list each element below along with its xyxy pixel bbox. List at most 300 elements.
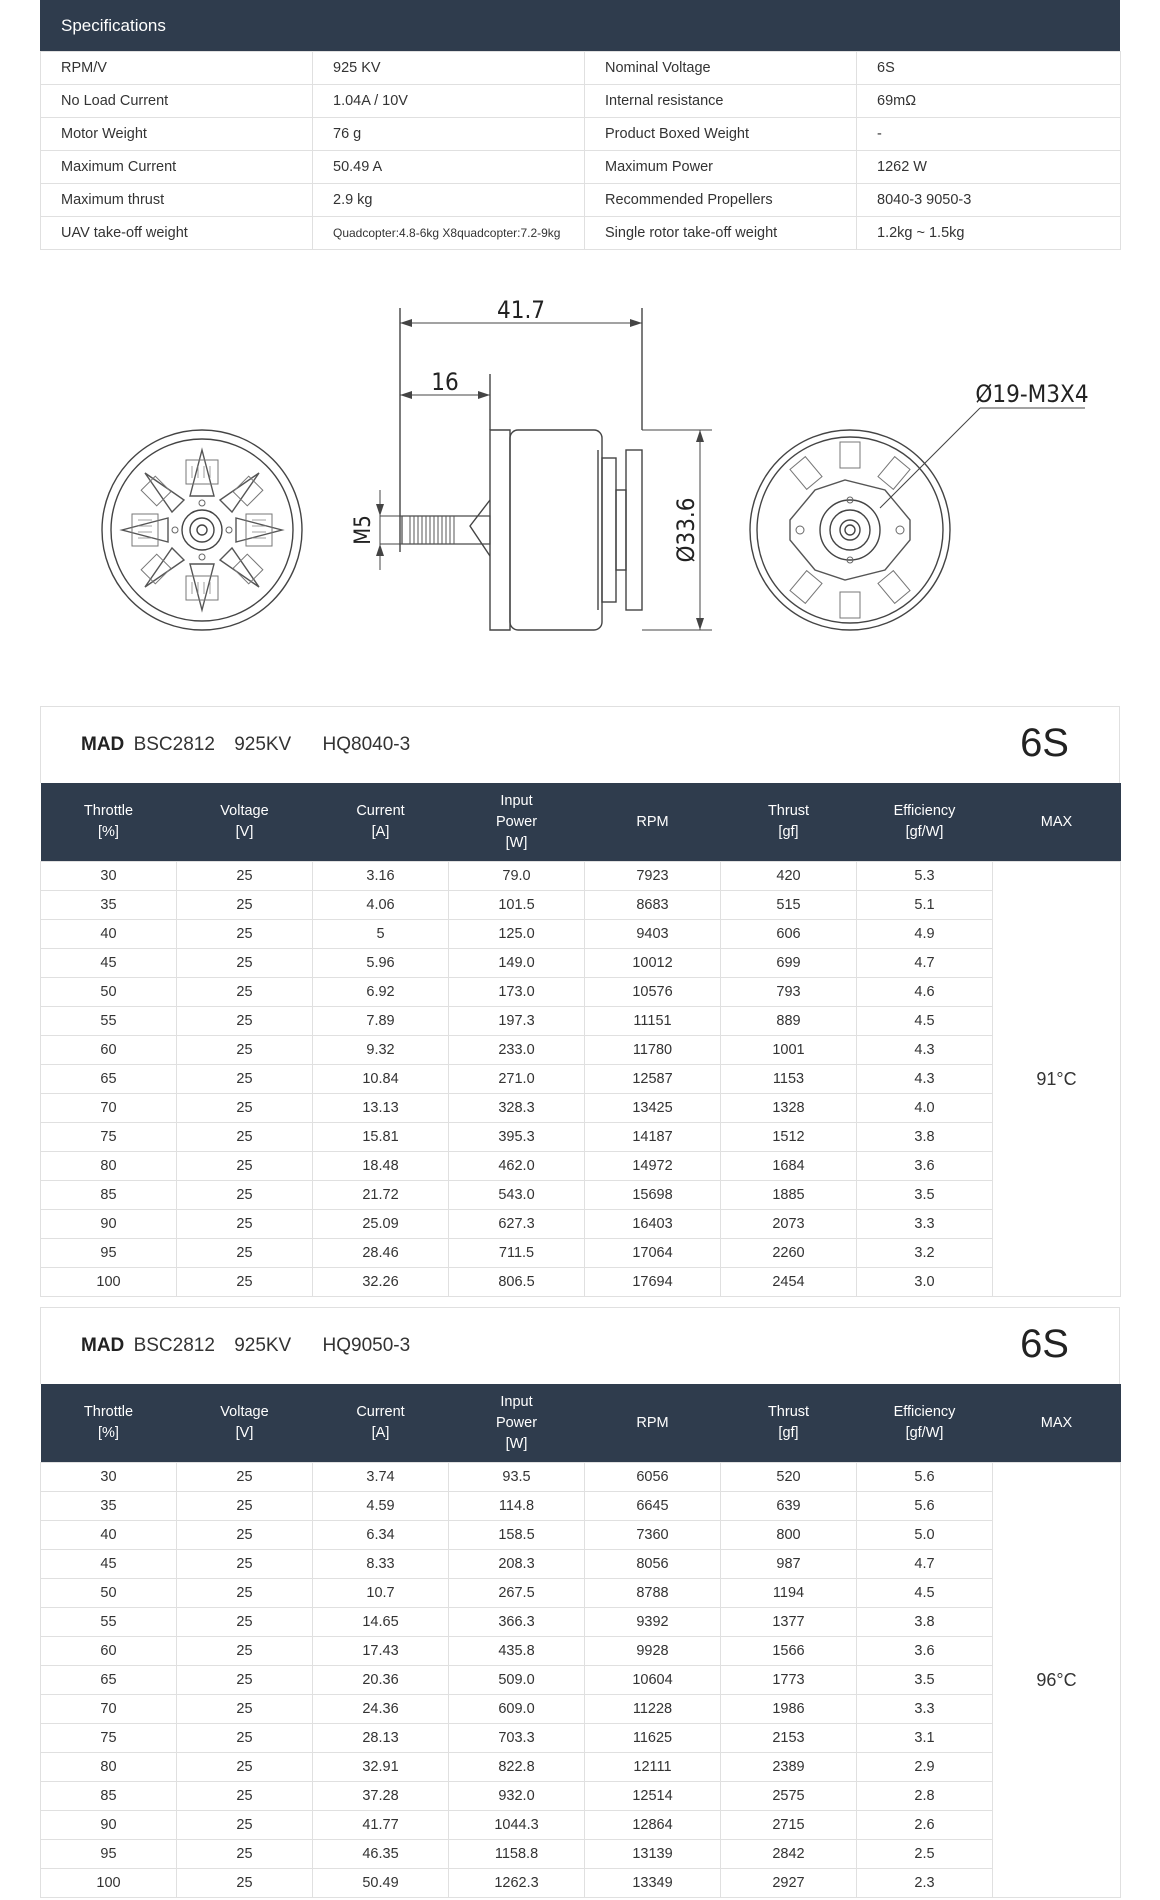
spec-value: 1.04A / 10V [313, 85, 585, 118]
table-cell: 30 [41, 862, 177, 891]
table-cell: 50.49 [313, 1869, 449, 1898]
table-cell: 12111 [585, 1753, 721, 1782]
table-cell: 40 [41, 920, 177, 949]
table-cell: 233.0 [449, 1036, 585, 1065]
table-cell: 606 [721, 920, 857, 949]
table-cell: 13139 [585, 1840, 721, 1869]
table-cell: 25 [177, 1210, 313, 1239]
table-row [41, 862, 1121, 891]
table-cell: 28.13 [313, 1724, 449, 1753]
table-cell: 45 [41, 949, 177, 978]
table-cell: 85 [41, 1181, 177, 1210]
table-row [41, 1094, 1121, 1123]
specifications-table [40, 51, 1121, 250]
table-cell: 5.6 [857, 1463, 993, 1492]
column-header: Current [A] [313, 783, 449, 862]
spec-value: 925 KV [313, 52, 585, 85]
table-cell: 25 [177, 1123, 313, 1152]
table-cell: 2454 [721, 1268, 857, 1297]
table-cell: 25 [177, 1579, 313, 1608]
table-row [41, 1065, 1121, 1094]
table-cell: 2927 [721, 1869, 857, 1898]
table-cell: 25 [177, 862, 313, 891]
table-cell: 25 [177, 949, 313, 978]
table-cell: 25 [177, 1463, 313, 1492]
model-label: BSC2812 [133, 1335, 215, 1356]
table-cell: 25 [177, 1239, 313, 1268]
table-cell: 3.3 [857, 1695, 993, 1724]
table-cell: 6056 [585, 1463, 721, 1492]
table-row [41, 1123, 1121, 1152]
table-cell: 639 [721, 1492, 857, 1521]
table-cell: 366.3 [449, 1608, 585, 1637]
table-cell: 543.0 [449, 1181, 585, 1210]
table-cell: 2575 [721, 1782, 857, 1811]
table-cell: 95 [41, 1840, 177, 1869]
spec-label: RPM/V [41, 52, 313, 85]
table-row [41, 1210, 1121, 1239]
table-cell: 3.6 [857, 1152, 993, 1181]
table-row [41, 1811, 1121, 1840]
brand-label: MAD [81, 1335, 125, 1356]
table-cell: 3.2 [857, 1239, 993, 1268]
spec-value: Quadcopter:4.8-6kg X8quadcopter:7.2-9kg [313, 217, 585, 250]
table-cell: 2389 [721, 1753, 857, 1782]
column-header: Input Power [W] [449, 1384, 585, 1463]
table-cell: 4.06 [313, 891, 449, 920]
table-cell: 420 [721, 862, 857, 891]
table-cell: 1328 [721, 1094, 857, 1123]
table-row [41, 1666, 1121, 1695]
table-cell: 3.6 [857, 1637, 993, 1666]
table-row [41, 1840, 1121, 1869]
spec-label: No Load Current [41, 85, 313, 118]
table-cell: 15698 [585, 1181, 721, 1210]
voltage-badge: 6S [1020, 1322, 1069, 1366]
table-cell: 17064 [585, 1239, 721, 1268]
table-cell: 13349 [585, 1869, 721, 1898]
performance-title [81, 1335, 410, 1357]
spec-value: 6S [857, 52, 1121, 85]
table-row [41, 1782, 1121, 1811]
table-cell: 5.3 [857, 862, 993, 891]
table-cell: 197.3 [449, 1007, 585, 1036]
table-cell: 2842 [721, 1840, 857, 1869]
table-cell: 1044.3 [449, 1811, 585, 1840]
table-cell: 25 [177, 1007, 313, 1036]
performance-table-2 [40, 1307, 1120, 1898]
column-header: Voltage [V] [177, 783, 313, 862]
table-cell: 208.3 [449, 1550, 585, 1579]
table-row [41, 1463, 1121, 1492]
table-cell: 11151 [585, 1007, 721, 1036]
table-cell: 25 [177, 1695, 313, 1724]
table-cell: 20.36 [313, 1666, 449, 1695]
table-cell: 515 [721, 891, 857, 920]
table-cell: 2.9 [857, 1753, 993, 1782]
table-cell: 4.0 [857, 1094, 993, 1123]
table-cell: 699 [721, 949, 857, 978]
table-cell: 3.0 [857, 1268, 993, 1297]
table-cell: 25 [177, 1065, 313, 1094]
table-cell: 90 [41, 1210, 177, 1239]
table-cell: 25 [177, 1724, 313, 1753]
table-cell: 2073 [721, 1210, 857, 1239]
table-cell: 75 [41, 1123, 177, 1152]
table-cell: 1986 [721, 1695, 857, 1724]
motor-dimension-drawing [0, 290, 1160, 670]
table-cell: 30 [41, 1463, 177, 1492]
spec-row [41, 52, 1121, 85]
motor-drawings [0, 290, 1160, 670]
spec-value: 2.9 kg [313, 184, 585, 217]
table-cell: 7923 [585, 862, 721, 891]
table-cell: 93.5 [449, 1463, 585, 1492]
table-cell: 25 [177, 1637, 313, 1666]
table-cell: 703.3 [449, 1724, 585, 1753]
table-cell: 793 [721, 978, 857, 1007]
table-cell: 509.0 [449, 1666, 585, 1695]
table-cell: 125.0 [449, 920, 585, 949]
table-cell: 25 [177, 1268, 313, 1297]
table-cell: 11780 [585, 1036, 721, 1065]
table-cell: 1773 [721, 1666, 857, 1695]
table-cell: 5.6 [857, 1492, 993, 1521]
table-row [41, 1753, 1121, 1782]
performance-title [81, 734, 410, 756]
performance-data-table [40, 783, 1121, 1297]
table-cell: 6645 [585, 1492, 721, 1521]
table-cell: 45 [41, 1550, 177, 1579]
column-header: MAX [993, 783, 1121, 862]
table-cell: 1684 [721, 1152, 857, 1181]
table-cell: 114.8 [449, 1492, 585, 1521]
table-cell: 25.09 [313, 1210, 449, 1239]
brand-label: MAD [81, 734, 125, 755]
spec-row [41, 85, 1121, 118]
table-cell: 271.0 [449, 1065, 585, 1094]
table-cell: 14187 [585, 1123, 721, 1152]
column-header: Thrust [gf] [721, 783, 857, 862]
spec-label: Internal resistance [585, 85, 857, 118]
table-cell: 8788 [585, 1579, 721, 1608]
table-cell: 9392 [585, 1608, 721, 1637]
table-cell: 32.91 [313, 1753, 449, 1782]
table-cell: 3.5 [857, 1181, 993, 1210]
column-header: Throttle [%] [41, 783, 177, 862]
table-cell: 1262.3 [449, 1869, 585, 1898]
table-cell: 806.5 [449, 1268, 585, 1297]
table-row [41, 1521, 1121, 1550]
table-cell: 50 [41, 1579, 177, 1608]
table-row [41, 920, 1121, 949]
performance-data-table [40, 1384, 1121, 1898]
table-cell: 1512 [721, 1123, 857, 1152]
column-header: Current [A] [313, 1384, 449, 1463]
table-cell: 435.8 [449, 1637, 585, 1666]
column-header: RPM [585, 1384, 721, 1463]
table-cell: 1885 [721, 1181, 857, 1210]
table-cell: 932.0 [449, 1782, 585, 1811]
table-cell: 13.13 [313, 1094, 449, 1123]
table-cell: 15.81 [313, 1123, 449, 1152]
table-cell: 711.5 [449, 1239, 585, 1268]
motor-top-view [102, 430, 302, 630]
table-cell: 6.92 [313, 978, 449, 1007]
table-cell: 60 [41, 1036, 177, 1065]
table-cell: 21.72 [313, 1181, 449, 1210]
table-cell: 25 [177, 1152, 313, 1181]
table-row [41, 1579, 1121, 1608]
table-cell: 2715 [721, 1811, 857, 1840]
column-header: Efficiency [gf/W] [857, 1384, 993, 1463]
table-row [41, 1007, 1121, 1036]
table-cell: 12514 [585, 1782, 721, 1811]
table-row [41, 1550, 1121, 1579]
table-cell: 46.35 [313, 1840, 449, 1869]
table-cell: 1377 [721, 1608, 857, 1637]
table-cell: 2.5 [857, 1840, 993, 1869]
table-cell: 2.8 [857, 1782, 993, 1811]
table-cell: 85 [41, 1782, 177, 1811]
table-cell: 25 [177, 1521, 313, 1550]
table-cell: 7.89 [313, 1007, 449, 1036]
spec-row [41, 151, 1121, 184]
table-cell: 4.5 [857, 1579, 993, 1608]
table-cell: 328.3 [449, 1094, 585, 1123]
table-cell: 12587 [585, 1065, 721, 1094]
performance-table-header [40, 706, 1120, 783]
table-cell: 10576 [585, 978, 721, 1007]
table-cell: 65 [41, 1065, 177, 1094]
table-cell: 25 [177, 1811, 313, 1840]
table-cell: 9403 [585, 920, 721, 949]
column-header: Voltage [V] [177, 1384, 313, 1463]
specifications-section [40, 0, 1120, 250]
table-cell: 395.3 [449, 1123, 585, 1152]
table-cell: 55 [41, 1007, 177, 1036]
table-cell: 173.0 [449, 978, 585, 1007]
table-cell: 25 [177, 1869, 313, 1898]
table-cell: 55 [41, 1608, 177, 1637]
table-row [41, 1181, 1121, 1210]
table-cell: 3.8 [857, 1608, 993, 1637]
table-cell: 4.9 [857, 920, 993, 949]
max-temperature: 91°C [993, 862, 1121, 1297]
thread-label: M5 [351, 515, 376, 545]
table-cell: 65 [41, 1666, 177, 1695]
table-cell: 822.8 [449, 1753, 585, 1782]
spec-row [41, 217, 1121, 250]
table-cell: 1194 [721, 1579, 857, 1608]
table-cell: 16403 [585, 1210, 721, 1239]
table-cell: 25 [177, 1036, 313, 1065]
table-row [41, 1724, 1121, 1753]
table-cell: 25 [177, 1094, 313, 1123]
table-cell: 95 [41, 1239, 177, 1268]
column-header: Throttle [%] [41, 1384, 177, 1463]
table-cell: 17.43 [313, 1637, 449, 1666]
shaft-length-label: 16 [431, 368, 459, 396]
table-row [41, 1152, 1121, 1181]
table-row [41, 1492, 1121, 1521]
table-cell: 2260 [721, 1239, 857, 1268]
table-cell: 267.5 [449, 1579, 585, 1608]
table-row [41, 1695, 1121, 1724]
table-cell: 25 [177, 1753, 313, 1782]
kv-label: 925KV [234, 734, 292, 755]
table-cell: 25 [177, 1492, 313, 1521]
spec-label: Maximum thrust [41, 184, 313, 217]
spec-value: 1.2kg ~ 1.5kg [857, 217, 1121, 250]
table-cell: 10012 [585, 949, 721, 978]
table-cell: 32.26 [313, 1268, 449, 1297]
voltage-badge: 6S [1020, 721, 1069, 765]
table-cell: 90 [41, 1811, 177, 1840]
table-cell: 37.28 [313, 1782, 449, 1811]
table-cell: 35 [41, 891, 177, 920]
table-cell: 10604 [585, 1666, 721, 1695]
table-cell: 25 [177, 1550, 313, 1579]
table-cell: 3.8 [857, 1123, 993, 1152]
table-cell: 1566 [721, 1637, 857, 1666]
table-cell: 1158.8 [449, 1840, 585, 1869]
kv-label: 925KV [234, 1335, 292, 1356]
table-cell: 5 [313, 920, 449, 949]
table-cell: 70 [41, 1695, 177, 1724]
spec-row [41, 184, 1121, 217]
table-row [41, 1869, 1121, 1898]
table-cell: 35 [41, 1492, 177, 1521]
table-row [41, 1268, 1121, 1297]
table-cell: 5.96 [313, 949, 449, 978]
table-cell: 3.1 [857, 1724, 993, 1753]
table-cell: 4.7 [857, 949, 993, 978]
prop-label: HQ9050-3 [322, 1335, 411, 1356]
diameter-label: Ø33.6 [672, 497, 700, 563]
table-cell: 25 [177, 1181, 313, 1210]
table-cell: 4.3 [857, 1036, 993, 1065]
motor-side-view [376, 308, 712, 630]
table-cell: 11625 [585, 1724, 721, 1753]
table-cell: 25 [177, 920, 313, 949]
table-cell: 101.5 [449, 891, 585, 920]
column-header: MAX [993, 1384, 1121, 1463]
spec-value: 1262 W [857, 151, 1121, 184]
table-cell: 4.3 [857, 1065, 993, 1094]
table-cell: 2.6 [857, 1811, 993, 1840]
table-cell: 80 [41, 1753, 177, 1782]
table-cell: 25 [177, 978, 313, 1007]
specifications-header: Specifications [40, 0, 1120, 51]
table-cell: 25 [177, 891, 313, 920]
spec-row [41, 118, 1121, 151]
spec-value: 8040-3 9050-3 [857, 184, 1121, 217]
table-cell: 2153 [721, 1724, 857, 1753]
table-cell: 11228 [585, 1695, 721, 1724]
table-row [41, 1608, 1121, 1637]
table-row [41, 949, 1121, 978]
table-cell: 4.5 [857, 1007, 993, 1036]
table-cell: 1001 [721, 1036, 857, 1065]
spec-value: 50.49 A [313, 151, 585, 184]
table-cell: 75 [41, 1724, 177, 1753]
table-cell: 10.84 [313, 1065, 449, 1094]
table-cell: 17694 [585, 1268, 721, 1297]
table-cell: 14.65 [313, 1608, 449, 1637]
spec-label: Single rotor take-off weight [585, 217, 857, 250]
table-cell: 3.5 [857, 1666, 993, 1695]
spec-label: Motor Weight [41, 118, 313, 151]
table-cell: 18.48 [313, 1152, 449, 1181]
table-cell: 987 [721, 1550, 857, 1579]
table-cell: 7360 [585, 1521, 721, 1550]
overall-length-label: 41.7 [496, 296, 546, 324]
table-cell: 70 [41, 1094, 177, 1123]
table-cell: 4.6 [857, 978, 993, 1007]
table-cell: 79.0 [449, 862, 585, 891]
table-cell: 10.7 [313, 1579, 449, 1608]
table-cell: 12864 [585, 1811, 721, 1840]
table-row [41, 891, 1121, 920]
spec-label: Recommended Propellers [585, 184, 857, 217]
table-cell: 5.1 [857, 891, 993, 920]
table-cell: 3.3 [857, 1210, 993, 1239]
table-cell: 4.59 [313, 1492, 449, 1521]
table-cell: 5.0 [857, 1521, 993, 1550]
spec-label: Maximum Current [41, 151, 313, 184]
performance-table-1 [40, 706, 1120, 1297]
column-header: Efficiency [gf/W] [857, 783, 993, 862]
table-cell: 24.36 [313, 1695, 449, 1724]
table-cell: 80 [41, 1152, 177, 1181]
table-cell: 100 [41, 1869, 177, 1898]
spec-label: Product Boxed Weight [585, 118, 857, 151]
table-cell: 9928 [585, 1637, 721, 1666]
column-header: Thrust [gf] [721, 1384, 857, 1463]
table-row [41, 1036, 1121, 1065]
column-header: RPM [585, 783, 721, 862]
table-cell: 100 [41, 1268, 177, 1297]
table-cell: 9.32 [313, 1036, 449, 1065]
table-cell: 889 [721, 1007, 857, 1036]
table-cell: 8.33 [313, 1550, 449, 1579]
table-cell: 60 [41, 1637, 177, 1666]
table-cell: 158.5 [449, 1521, 585, 1550]
performance-table-header [40, 1307, 1120, 1384]
table-cell: 40 [41, 1521, 177, 1550]
table-cell: 520 [721, 1463, 857, 1492]
table-cell: 28.46 [313, 1239, 449, 1268]
table-cell: 1153 [721, 1065, 857, 1094]
model-label: BSC2812 [133, 734, 215, 755]
table-cell: 50 [41, 978, 177, 1007]
table-cell: 800 [721, 1521, 857, 1550]
spec-value: - [857, 118, 1121, 151]
spec-value: 69mΩ [857, 85, 1121, 118]
spec-value: 76 g [313, 118, 585, 151]
motor-bottom-view [750, 408, 1085, 630]
max-temperature: 96°C [993, 1463, 1121, 1898]
prop-label: HQ8040-3 [322, 734, 411, 755]
table-cell: 41.77 [313, 1811, 449, 1840]
table-cell: 462.0 [449, 1152, 585, 1181]
table-cell: 25 [177, 1608, 313, 1637]
table-cell: 25 [177, 1666, 313, 1695]
mount-label: Ø19-M3X4 [975, 380, 1089, 408]
table-row [41, 978, 1121, 1007]
table-row [41, 1239, 1121, 1268]
